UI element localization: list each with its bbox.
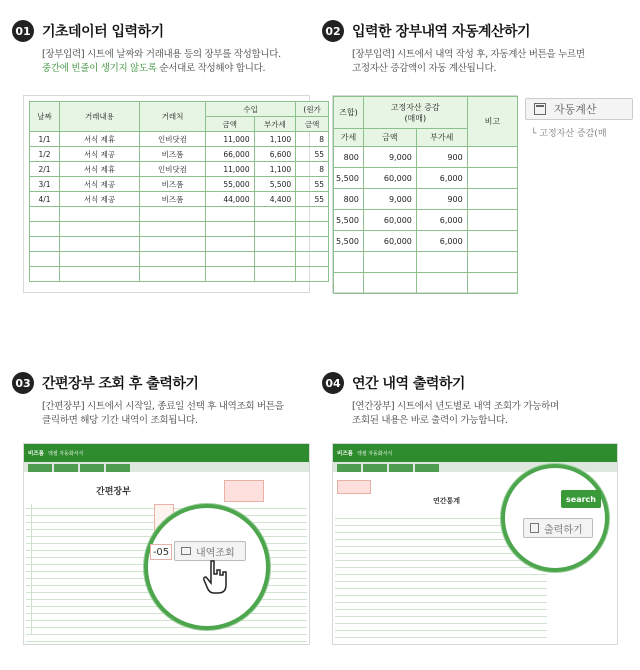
step-description: [장부입력] 시트에 날짜와 거래내용 등의 장부를 작성합니다. 중간에 빈줄이 생기지 않도록 순서대로 작성해야 합니다. (42, 49, 281, 74)
step-title: 기초데이터 입력하기 (42, 24, 164, 40)
step-3 (12, 372, 312, 428)
step-number: 04 (322, 372, 344, 394)
table-row: 5,500 60,000 6,000 (334, 231, 518, 252)
print-icon (530, 523, 539, 533)
autocalc-note: └ 고정자산 증감(매 (531, 129, 607, 139)
annual-ledger-screenshot: 비즈폼 엑셀 자동화서식 연간통계 search 출력하기 (332, 443, 618, 645)
step-number: 01 (12, 20, 34, 42)
step-2 (322, 20, 632, 76)
step-title: 간편장부 조회 후 출력하기 (42, 376, 199, 392)
step-title: 연간 내역 출력하기 (352, 376, 465, 392)
sheet-title: 간편장부 (96, 487, 131, 497)
step-number: 02 (322, 20, 344, 42)
table-row: 5,500 60,000 6,000 (334, 168, 518, 189)
query-button[interactable]: 내역조회 (174, 541, 246, 561)
search-button[interactable]: search (561, 490, 601, 508)
table-row: 800 9,000 900 (334, 147, 518, 168)
simple-ledger-screenshot: 비즈폼 엑셀 자동화서식 간편장부 -05 내역조회 (23, 443, 310, 645)
calculator-icon (534, 103, 546, 115)
autocalc-button[interactable]: 자동계산 (525, 98, 633, 120)
table-row: 4/1 서식 제공 비즈폼 44,000 4,400 55 (30, 192, 329, 207)
table-row: 1/1 서식 제휴 인비닷컴 11,000 1,100 8 (30, 132, 329, 147)
step-description: [연간장부] 시트에서 년도별로 내역 조회가 가능하며 조회된 내용은 바로 출력이 가능합니다. (352, 401, 559, 426)
print-button[interactable]: 출력하기 (523, 518, 593, 538)
ledger-input-screenshot (23, 95, 324, 293)
table-row: 5,500 60,000 6,000 (334, 210, 518, 231)
table-row: 3/1 서식 제공 비즈폼 55,000 5,500 55 (30, 177, 329, 192)
step-4 (322, 372, 632, 428)
step-title: 입력한 장부내역 자동계산하기 (352, 24, 531, 40)
step-description: [장부입력] 시트에서 내역 작성 후, 자동계산 버튼을 누르면 고정자산 증감액이 자동 계산됩니다. (352, 49, 585, 74)
cell-fragment: -05 (150, 544, 172, 560)
table-row: 800 9,000 900 (334, 189, 518, 210)
step-1 (12, 20, 312, 76)
hand-cursor-icon (201, 559, 231, 597)
document-icon (181, 547, 191, 555)
table-row: 1/2 서식 제공 비즈폼 66,000 6,600 55 (30, 147, 329, 162)
sheet-title: 연간통계 (433, 497, 461, 505)
autocalc-screenshot (332, 95, 518, 293)
fixed-asset-table: 즈합) 고정자산 증감 (매매) 비고 가세 금액 부가세 800 9,000 900 5,500 60,000 6,000 800 9,000 900 5,500 60,000 6,000 5,500 60,000 6,000 (333, 96, 518, 294)
step-description: [간편장부] 시트에서 시작일, 종료일 선택 후 내역조회 버튼을 클릭하면 해당 기간 내역이 조회됩니다. (42, 401, 284, 426)
step-number: 03 (12, 372, 34, 394)
table-row: 2/1 서식 제휴 인비닷컴 11,000 1,100 8 (30, 162, 329, 177)
ledger-table: 날짜 거래내용 거래처 수입 (원가 금액 부가세 금액 1/1 서식 제휴 인비닷컴 11,000 1,100 8 1/2 서식 제공 비즈폼 66,000 6,600 55 2/1 서식 제휴 인비닷컴 11,000 1,100 8 3/1 서식 제공 비즈폼 55,000 5,500 55 4/1 서식 제공 비즈폼 44,000 4,400 55 (29, 101, 329, 282)
